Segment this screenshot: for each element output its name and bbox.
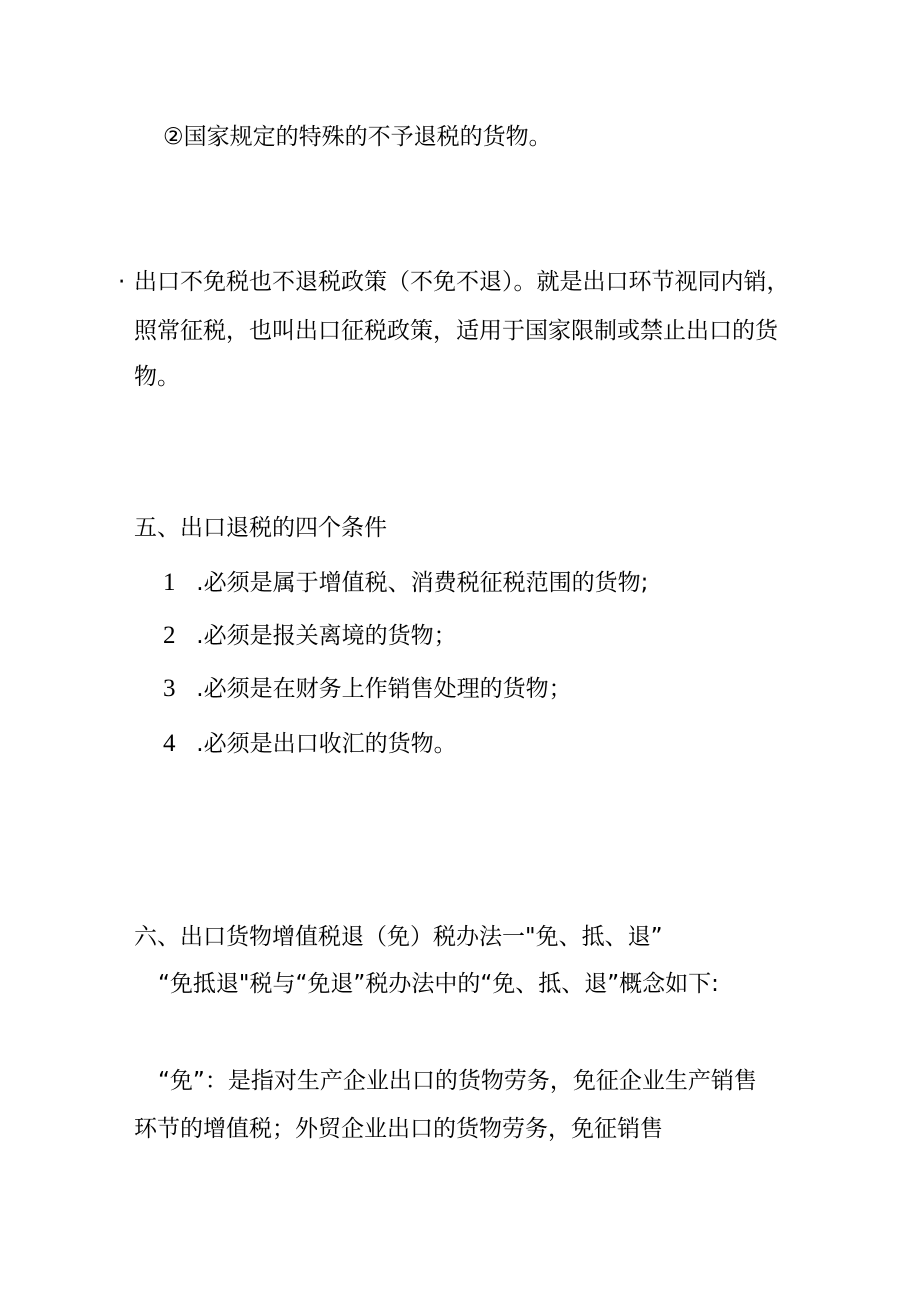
list-item-number: 2 [163,622,176,649]
mian-definition-line-1: “免”：是指对生产企业出口的货物劳务，免征企业生产销售 [158,1068,757,1094]
list-item [163,729,457,759]
list-item-text: .必须是属于增值税、消费税征税范围的货物; [189,570,649,596]
policy-line-3: 物。 [134,364,180,390]
list-item-text: .必须是出口收汇的货物。 [189,731,457,757]
list-item-text: .必须是报关离境的货物； [189,623,457,649]
section-5-heading: 五、出口退税的四个条件 [134,515,387,541]
list-item-number: 1 [163,569,176,596]
list-item-text: .必须是在财务上作销售处理的货物； [189,676,572,702]
mian-definition-line-2: 环节的增值税；外贸企业出口的货物劳务，免征销售 [134,1116,663,1142]
section-6-intro: “免抵退"税与“免退”税办法中的“免、抵、退”概念如下: [158,971,719,997]
list-item [163,621,457,651]
prev-item-2: ②国家规定的特殊的不予退税的货物。 [163,124,552,150]
list-item [163,674,572,704]
list-item [163,568,648,598]
bullet-dot: · [118,269,126,295]
policy-line-2: 照常征税，也叫出口征税政策，适用于国家限制或禁止出口的货 [134,318,778,344]
list-item-number: 3 [163,675,176,702]
list-item-number: 4 [163,730,176,757]
policy-line-1: 出口不免税也不退税政策（不免不退）。就是出口环节视同内销， [134,269,790,295]
section-6-heading: 六、出口货物增值税退（免）税办法一"免、抵、退” [134,924,663,950]
